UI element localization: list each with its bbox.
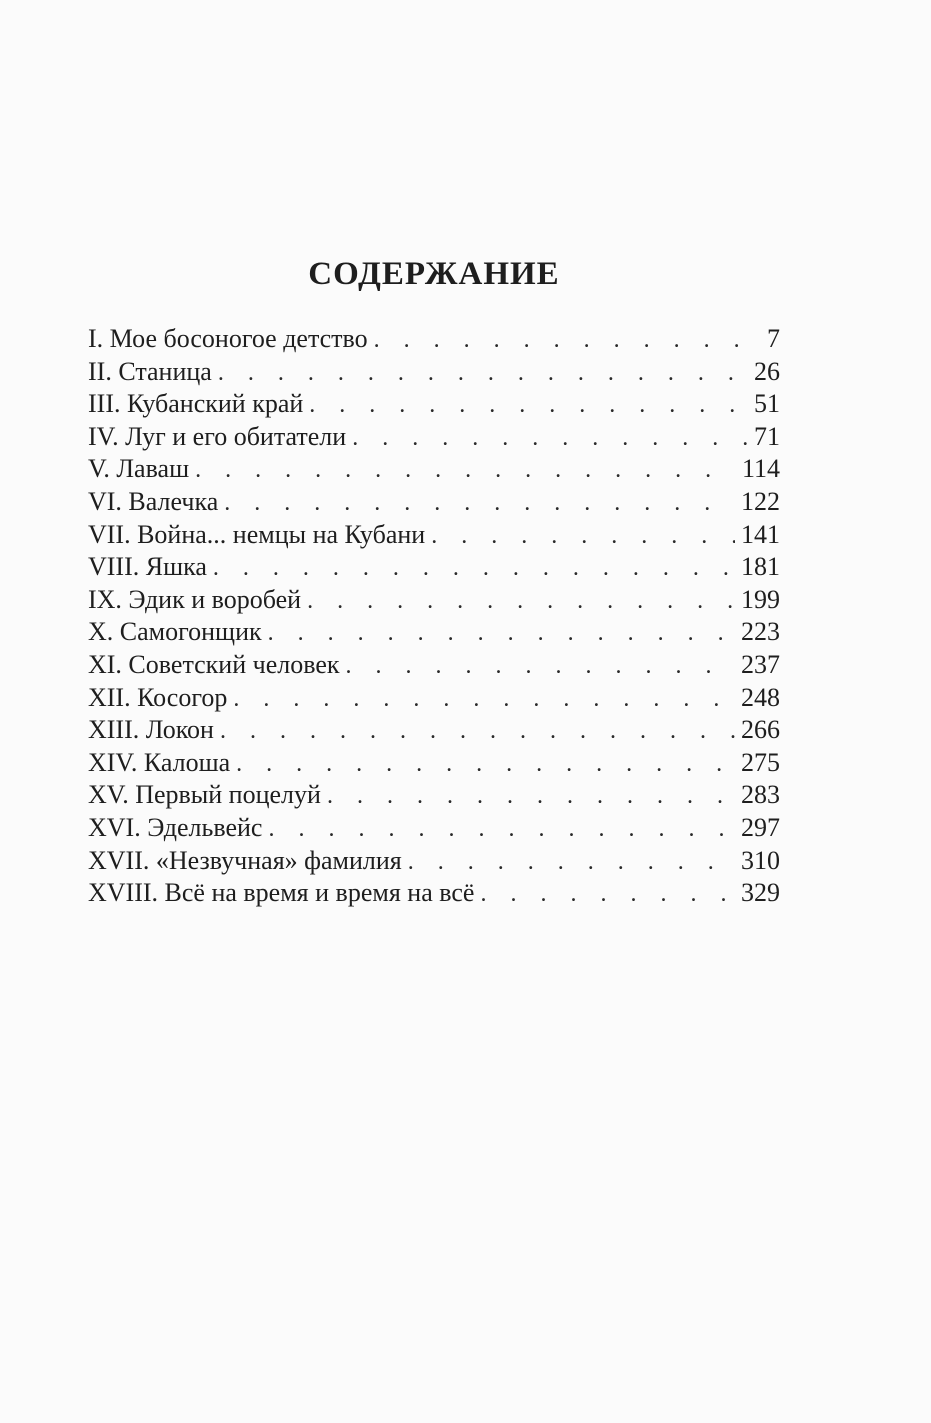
dot-leader [408, 846, 735, 878]
toc-entry [88, 812, 780, 845]
toc-entry [88, 649, 780, 682]
toc-entry [88, 779, 780, 812]
toc-entry [88, 356, 780, 389]
toc-entry-title: XIII. Локон [88, 715, 214, 745]
toc-entry-page: 181 [741, 552, 780, 582]
toc-entry-title: VII. Война... немцы на Кубани [88, 519, 426, 549]
toc-entry [88, 747, 780, 780]
dot-leader [224, 487, 735, 519]
toc-entry [88, 323, 780, 356]
toc-entry [88, 551, 780, 584]
toc-entry-page: 26 [754, 356, 780, 386]
toc-entry-title: V. Лаваш [88, 454, 190, 484]
toc-entry [88, 682, 780, 715]
dot-leader [327, 780, 735, 812]
toc-entry-title: VIII. Яшка [88, 552, 207, 582]
dot-leader [268, 617, 735, 649]
toc-entry-page: 223 [741, 617, 780, 647]
toc-entry-page: 122 [741, 486, 780, 516]
toc-entry-page: 237 [741, 649, 780, 679]
toc-entry-title: XV. Первый поцелуй [88, 780, 321, 810]
toc-entry-page: 7 [767, 324, 780, 353]
toc-entry-page: 275 [741, 747, 780, 777]
toc-entry-page: 51 [754, 389, 780, 419]
dot-leader [233, 683, 735, 715]
dot-leader [220, 715, 735, 747]
toc-entry-page: 266 [741, 715, 780, 745]
toc-entry-page: 329 [741, 878, 780, 908]
toc-entry [88, 714, 780, 747]
toc-entry-page: 141 [741, 519, 780, 549]
toc-entry [88, 486, 780, 519]
toc-entry [88, 877, 780, 910]
dot-leader [346, 650, 735, 682]
toc-entry-title: XVII. «Незвучная» фамилия [88, 845, 402, 875]
toc-entry-title: I. Мое босоногое детство [88, 324, 368, 353]
toc-entry [88, 519, 780, 552]
dot-leader [480, 878, 735, 910]
toc-entry [88, 845, 780, 878]
toc-entry-title: XVI. Эдельвейс [88, 812, 263, 842]
toc-entry-title: XII. Косогор [88, 682, 228, 712]
toc-entry [88, 453, 780, 486]
toc-entry-title: XIV. Калоша [88, 747, 231, 777]
toc-entry-title: II. Станица [88, 356, 212, 386]
toc-entry-title: XI. Советский человек [88, 649, 340, 679]
toc-entry-page: 283 [741, 780, 780, 810]
toc-entry-title: IX. Эдик и воробей [88, 584, 302, 614]
toc-entry-page: 71 [754, 421, 780, 451]
toc-entry-page: 310 [741, 845, 780, 875]
toc-entry-page: 297 [741, 812, 780, 842]
dot-leader [352, 422, 748, 454]
dot-leader [213, 552, 735, 584]
toc-entry-title: IV. Луг и его обитатели [88, 421, 347, 451]
toc-entry [88, 616, 780, 649]
toc-entry-title: X. Самогонщик [88, 617, 262, 647]
toc-entry-page: 248 [741, 682, 780, 712]
dot-leader [236, 748, 735, 780]
toc-entry-title: VI. Валечка [88, 486, 219, 516]
dot-leader [218, 357, 748, 389]
dot-leader [268, 813, 735, 845]
toc-entry [88, 388, 780, 421]
dot-leader [195, 454, 736, 486]
toc-entry-title: III. Кубанский край [88, 389, 304, 419]
dot-leader [374, 324, 761, 356]
toc-entry-title: XVIII. Всё на время и время на всё [88, 878, 475, 908]
page-title: СОДЕРЖАНИЕ [308, 256, 560, 292]
dot-leader [309, 389, 748, 421]
toc-entry [88, 584, 780, 617]
table-of-contents [88, 323, 780, 910]
toc-entry-page: 114 [741, 454, 780, 484]
dot-leader [431, 520, 735, 552]
dot-leader [307, 585, 735, 617]
toc-entry [88, 421, 780, 454]
toc-entry-page: 199 [741, 584, 780, 614]
